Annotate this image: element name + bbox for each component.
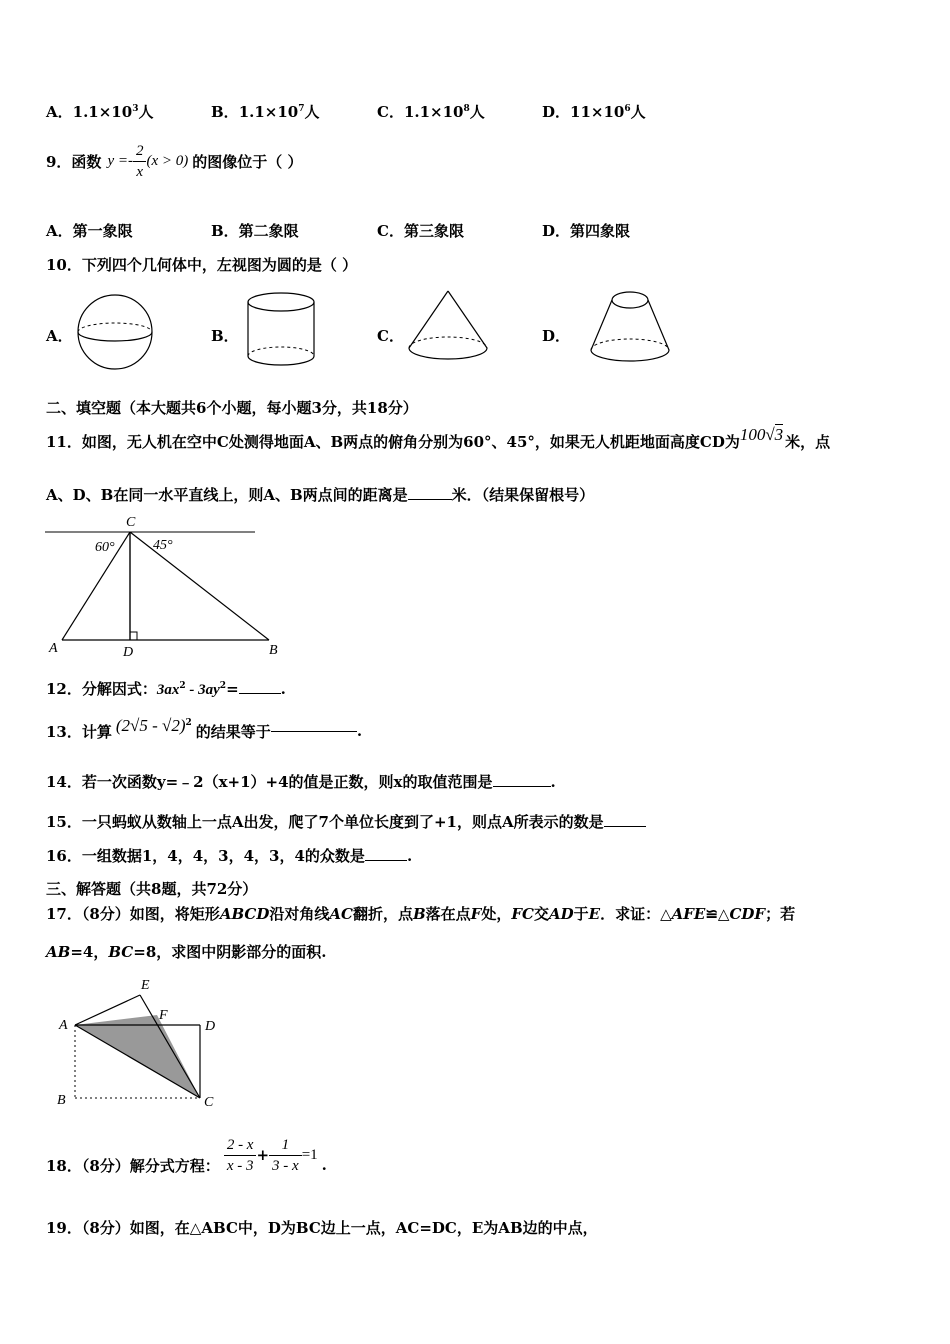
q17-label-b: B [57,1093,66,1108]
q16: 16．一组数据1，4，4，3，4，3，4的众数是 . [46,847,413,865]
q9-option-b: B．第二象限 [211,222,299,240]
q11-label-b: B [269,643,278,658]
cone-figure [405,288,491,368]
q9-option-d: D．第四象限 [542,222,631,240]
q10-label-a: A． [46,327,73,345]
q15: 15．一只蚂蚁从数轴上一点A出发，爬了7个单位长度到了+1，则点A所表示的数是 [46,811,646,832]
q11-line1: 11．如图，无人机在空中C处测得地面A、B两点的俯角分别为60°、45°，如果无人机距地面高度CD为 100√3 米，点 [46,425,831,451]
q11-angle-45: 45° [153,538,173,553]
q11-label-c: C [126,515,136,530]
q17-label-f: F [159,1008,168,1023]
q13-answer-blank[interactable] [271,731,357,732]
q8-option-a: A．$1.1\times 10^3$人 [46,103,154,121]
sphere-figure [75,292,157,372]
q17-line1: 17．（8分）如图，将矩形ABCD沿对角线AC翻折，点B落在点F处，FC交AD于E．求证：△AFE≌△CDF；若 [46,905,796,923]
q12: 12．分解因式：$3ax^2 - 3ay^2=$ . [46,680,286,698]
q16-answer-blank[interactable] [365,860,407,861]
q14-answer-blank[interactable] [493,786,551,787]
q9-option-a: A．第一象限 [46,222,133,240]
q9-option-c: C．第三象限 [377,222,464,240]
q8-option-c: C．$1.1\times 10^8$人 [377,103,485,121]
q8-option-b: B．$1.1\times 10^7$人 [211,103,320,121]
q10-label-c: C． [377,327,404,345]
q10-label-d: D． [542,327,571,345]
q18: 18．（8分）解分式方程： $\frac{2 - x}{x - 3}$ + $\frac{1}{3 - x}$ =1 . [46,1136,327,1175]
section-2-heading: 二、填空题（本大题共6个小题，每小题3分，共18分） [46,399,418,417]
q17-label-a: A [59,1018,68,1033]
frustum-figure [586,288,674,370]
q19: 19．（8分）如图，在△ABC中，D为BC边上一点，AC=DC，E为AB边的中点， [46,1219,598,1237]
q17-label-e: E [141,978,150,993]
q11-angle-60: 60° [95,540,115,555]
q9-stem: 9．函数 y =- $\frac{2}{x}$ (x > 0) 的图像位于（ ） [46,142,303,180]
q17-figure [50,975,230,1115]
q15-answer-blank[interactable] [604,826,646,827]
q11-figure [40,510,290,660]
q12-answer-blank[interactable] [239,693,281,694]
q11-answer-blank[interactable] [408,499,452,500]
section-3-heading: 三、解答题（共8题，共72分） [46,880,258,898]
q8-option-d: D．$11\times 10^6$人 [542,103,646,121]
q17-line2: AB=4，BC=8，求图中阴影部分的面积. [46,943,327,961]
q13: 13．计算 (2√5 - √2) $^2$ 的结果等于 . [46,716,363,741]
cylinder-figure [244,290,320,370]
q17-label-c: C [204,1095,214,1110]
q11-line2: A、D、B在同一水平直线上，则A、B两点间的距离是 米．（结果保留根号） [46,486,595,504]
q14: 14．若一次函数y=﹣2（x+1）+4的值是正数，则x的取值范围是 . [46,773,556,791]
q17-label-d: D [205,1019,216,1034]
q11-label-d: D [123,645,134,660]
q10-label-b: B． [211,327,239,345]
q11-label-a: A [49,641,58,656]
q10-stem: 10．下列四个几何体中，左视图为圆的是（ ） [46,256,358,274]
